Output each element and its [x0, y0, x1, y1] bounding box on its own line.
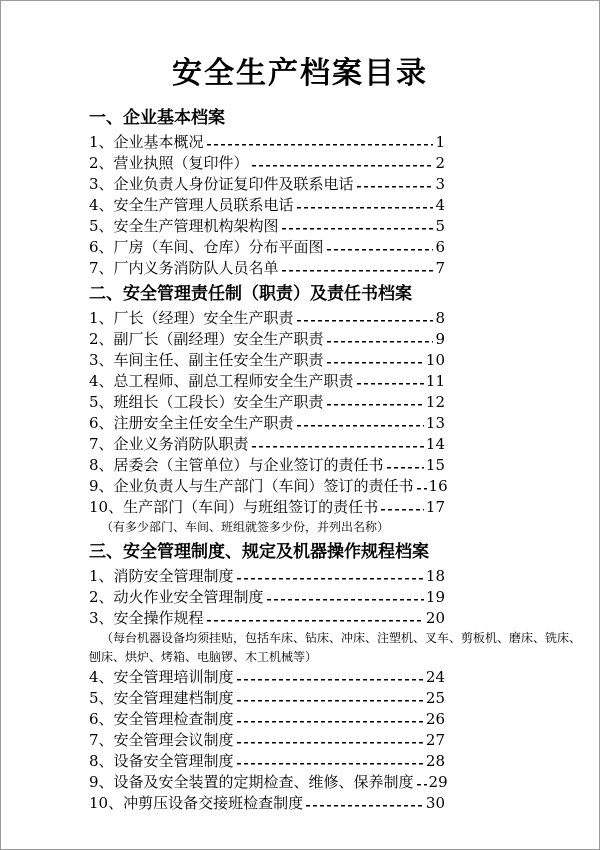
toc-entry: [89, 497, 445, 518]
toc-entry-page: 29: [428, 773, 448, 791]
toc-entry-page: 19: [425, 588, 445, 606]
toc-entry-page: 28: [425, 752, 445, 770]
toc-entry: [89, 667, 445, 688]
section-note-line-2: 刨床、烘炉、烤箱、电脑锣、木工机械等）: [89, 650, 318, 664]
toc-entry: [89, 587, 445, 608]
toc-entry: [89, 174, 445, 195]
toc-entry-label: 4、总工程师、副总工程师安全生产职责: [89, 372, 354, 390]
dash-leader: [282, 258, 434, 279]
dash-leader: [357, 371, 424, 392]
dash-leader: [297, 308, 434, 329]
toc-entry-label: 1、企业基本概况: [89, 133, 204, 151]
toc-entry-label: 2、营业执照（复印件）: [89, 154, 249, 172]
toc-entry-label: 4、安全管理培训制度: [89, 668, 234, 686]
toc-entry-label: 9、设备及安全装置的定期检查、维修、保养制度: [89, 773, 414, 791]
toc-entry: [89, 413, 445, 434]
dash-leader: [267, 587, 424, 608]
toc-entry: [89, 237, 445, 258]
toc-entry-label: 1、消防安全管理制度: [89, 567, 234, 585]
toc-entry: [89, 371, 445, 392]
toc-entry-label: 9、企业负责人与生产部门（车间）签订的责任书: [89, 477, 414, 495]
toc-entry: [89, 772, 448, 793]
toc-entry: [89, 608, 445, 629]
section-heading: 一、企业基本档案: [89, 108, 225, 128]
toc-entry: [89, 793, 445, 814]
toc-entry-page: 10: [425, 351, 445, 369]
toc-entry: [89, 392, 445, 413]
document-title: 安全生产档案目录: [172, 56, 428, 91]
dash-leader: [282, 216, 434, 237]
toc-entry-page: 20: [425, 609, 445, 627]
toc-entry-label: 5、安全生产管理机构架构图: [89, 217, 279, 235]
toc-entry-page: 24: [425, 668, 445, 686]
dash-leader: [237, 709, 424, 730]
toc-section-3: [89, 541, 599, 814]
toc-entry-label: 2、动火作业安全管理制度: [89, 588, 264, 606]
dash-leader: [387, 455, 424, 476]
toc-entry-label: 6、注册安全主任安全生产职责: [89, 414, 294, 432]
toc-entry: [89, 350, 445, 371]
toc-entry-page: 27: [425, 731, 445, 749]
toc-entry-page: 30: [425, 794, 445, 812]
toc-entry-label: 3、企业负责人身份证复印件及联系电话: [89, 175, 354, 193]
toc-section-2: [89, 283, 599, 537]
toc-entry: [89, 329, 445, 350]
dash-leader: [297, 413, 424, 434]
dash-leader: [207, 608, 424, 629]
toc-entry-page: 5: [435, 217, 445, 235]
dash-leader: [327, 350, 424, 371]
toc-entry-label: 10、冲剪压设备交接班检查制度: [89, 794, 304, 812]
toc-entry-label: 7、企业义务消防队职责: [89, 435, 249, 453]
toc-entry: [89, 132, 445, 153]
toc-entry: [89, 434, 445, 455]
toc-entry-page: 4: [435, 196, 445, 214]
toc-entry-label: 2、副厂长（副经理）安全生产职责: [89, 330, 324, 348]
toc-section-1: [89, 107, 599, 279]
toc-entry-label: 7、厂内义务消防队人员名单: [89, 259, 279, 277]
toc-entry-label: 5、安全管理建档制度: [89, 689, 234, 707]
dash-leader: [381, 497, 424, 518]
dash-leader: [327, 237, 434, 258]
toc-entry-label: 7、安全管理会议制度: [89, 731, 234, 749]
section-heading: 三、安全管理制度、规定及机器操作规程档案: [89, 542, 429, 562]
toc-entry-page: 2: [435, 154, 445, 172]
dash-leader: [237, 751, 424, 772]
toc-entry-page: 6: [435, 238, 445, 256]
dash-leader: [237, 667, 424, 688]
table-of-contents: [1, 107, 599, 814]
toc-entry-page: 11: [425, 372, 445, 390]
section-heading: 二、安全管理责任制（职责）及责任书档案: [89, 284, 412, 304]
toc-entry: [89, 566, 445, 587]
toc-entry-page: 16: [428, 477, 448, 495]
toc-entry-label: 1、厂长（经理）安全生产职责: [89, 309, 294, 327]
toc-entry: [89, 153, 445, 174]
toc-entry-label: 6、厂房（车间、仓库）分布平面图: [89, 238, 324, 256]
dash-leader: [237, 688, 424, 709]
toc-entry-label: 3、车间主任、副主任安全生产职责: [89, 351, 324, 369]
toc-entry: [89, 195, 445, 216]
toc-entry-page: 12: [425, 393, 445, 411]
toc-entry: [89, 751, 445, 772]
dash-leader: [252, 434, 424, 455]
toc-entry-label: 8、居委会（主管单位）与企业签订的责任书: [89, 456, 384, 474]
toc-entry-label: 4、安全生产管理人员联系电话: [89, 196, 294, 214]
toc-entry: [89, 730, 445, 751]
toc-entry-label: 3、安全操作规程: [89, 609, 204, 627]
dash-leader: [306, 793, 424, 814]
toc-entry-label: 10、生产部门（车间）与班组签订的责任书: [89, 498, 379, 516]
dash-leader: [252, 153, 434, 174]
dash-leader: [297, 195, 434, 216]
toc-entry-page: 15: [425, 456, 445, 474]
toc-entry-page: 25: [425, 689, 445, 707]
dash-leader: [417, 772, 427, 793]
toc-entry-page: 1: [435, 133, 445, 151]
toc-entry: [89, 476, 448, 497]
toc-entry: [89, 308, 445, 329]
toc-entry-page: 17: [425, 498, 445, 516]
toc-entry-page: 14: [425, 435, 445, 453]
toc-entry: [89, 216, 445, 237]
dash-leader: [237, 730, 424, 751]
section-note-line-1: （每台机器设备均须挂贴，包括车床、钻床、冲床、注塑机、叉车、剪板机、磨床、铣床、: [101, 631, 582, 645]
toc-entry-page: 7: [435, 259, 445, 277]
toc-entry: [89, 455, 445, 476]
toc-entry-page: 13: [425, 414, 445, 432]
toc-entry-page: 18: [425, 567, 445, 585]
dash-leader: [237, 566, 424, 587]
toc-entry-label: 5、班组长（工段长）安全生产职责: [89, 393, 324, 411]
toc-entry-page: 26: [425, 710, 445, 728]
dash-leader: [327, 392, 424, 413]
dash-leader: [207, 132, 434, 153]
toc-entry: [89, 258, 445, 279]
dash-leader: [357, 174, 434, 195]
toc-entry-label: 6、安全管理检查制度: [89, 710, 234, 728]
dash-leader: [417, 476, 427, 497]
toc-entry-label: 8、设备安全管理制度: [89, 752, 234, 770]
toc-entry-page: 9: [435, 330, 445, 348]
section-note: （有多少部门、车间、班组就签多少份，并列出名称）: [101, 520, 390, 534]
toc-entry: [89, 709, 445, 730]
dash-leader: [327, 329, 434, 350]
toc-entry-page: 3: [435, 175, 445, 193]
toc-entry: [89, 688, 445, 709]
toc-entry-page: 8: [435, 309, 445, 327]
